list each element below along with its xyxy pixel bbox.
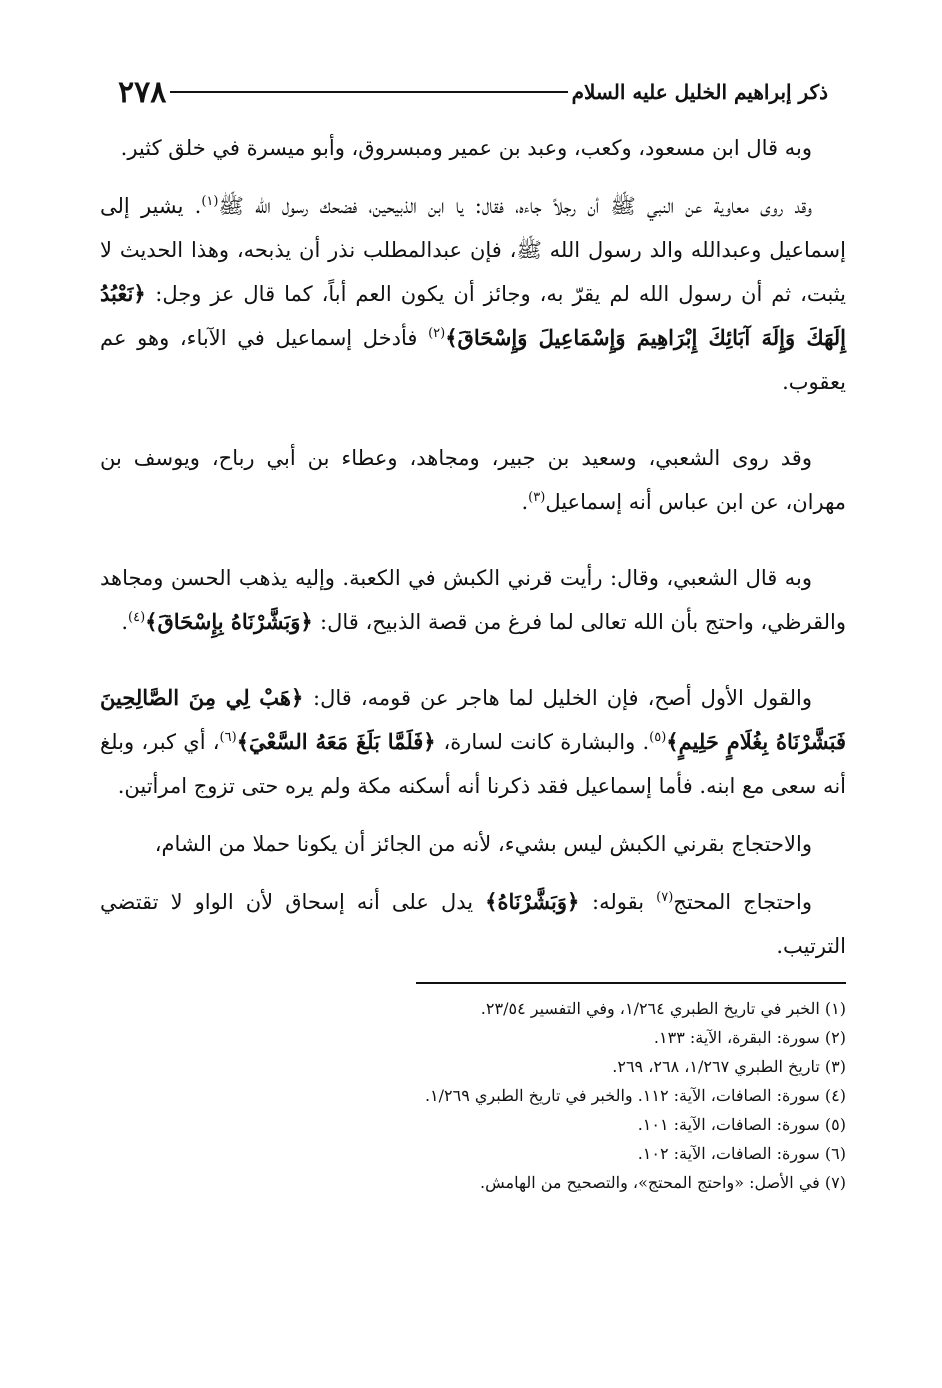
footnote: (٣) تاريخ الطبري ١/٢٦٧، ٢٦٨، ٢٦٩. bbox=[612, 1057, 846, 1076]
quran-verse: ﴿هَبْ لِي مِنَ الصَّالِحِينَ فَبَشَّرْنَاهُ بِغُلَامٍ حَلِيمٍ﴾ bbox=[100, 685, 847, 754]
footnote-ref: (٦) bbox=[219, 730, 237, 745]
footnote-separator bbox=[416, 982, 846, 984]
quran-verse: ﴿وَبَشَّرْنَاهُ﴾ bbox=[485, 889, 593, 914]
footnote: (٥) سورة: الصافات، الآية: ١٠١. bbox=[637, 1115, 846, 1134]
header-rule bbox=[170, 91, 567, 93]
footnote: (٤) سورة: الصافات، الآية: ١١٢. والخبر في تاريخ الطبري ١/٢٦٩. bbox=[424, 1086, 846, 1105]
paragraph: وبه قال الشعبي، وقال: رأيت قرني الكبش في الكعبة. وإليه يذهب الحسن ومجاهد والقرظي، واحتج بأن الله تعالى لما فرغ من قصة الذبيح، قال: ﴿وَبَشَّرْنَاهُ بِإِسْحَاقَ﴾$^{(٤)}$. bbox=[100, 566, 846, 634]
footnotes bbox=[100, 994, 846, 1197]
page-header bbox=[100, 70, 846, 114]
paragraph: والقول الأول أصح، فإن الخليل لما هاجر عن قومه، قال: ﴿هَبْ لِي مِنَ الصَّالِحِينَ فَبَشَّرْنَاهُ بِغُلَامٍ حَلِيمٍ﴾$^{(٥)}$. والبشارة كانت لسارة، ﴿فَلَمَّا بَلَغَ مَعَهُ السَّعْيَ﴾$^{(٦)}$، أي كبر، وبلغ أنه سعى مع ابنه. فأما إسماعيل فقد ذكرنا أنه أسكنه مكة ولم يره حتى تزوج امرأتين. bbox=[100, 685, 847, 798]
footnote: (١) الخبر في تاريخ الطبري ١/٢٦٤، وفي التفسير ٢٣/٥٤. bbox=[480, 999, 846, 1018]
quran-verse: ﴿فَلَمَّا بَلَغَ مَعَهُ السَّعْيَ﴾ bbox=[236, 729, 444, 754]
quran-verse: ﴿وَبَشَّرْنَاهُ بِإِسْحَاقَ﴾ bbox=[145, 609, 321, 634]
page-number: ٢٧٨ bbox=[118, 74, 167, 110]
quran-verse: ﴿نَعْبُدُ إِلَهَكَ وَإِلَهَ آبَائِكَ إِبْرَاهِيمَ وَإِسْمَاعِيلَ وَإِسْحَاقَ﴾ bbox=[100, 281, 846, 350]
footnote: (٧) في الأصل: «واحتج المحتج»، والتصحيح من الهامش. bbox=[480, 1173, 846, 1192]
footnote-ref: (٥) bbox=[649, 730, 667, 745]
paragraph: واحتجاج المحتج$^{(٧)}$ بقوله: ﴿وَبَشَّرْنَاهُ﴾ يدل على أنه إسحاق لأن الواو لا تقتضي الترتيب. bbox=[100, 889, 846, 958]
paragraph: وقد روى الشعبي، وسعيد بن جبير، ومجاهد، وعطاء بن أبي رباح، ويوسف بن مهران، عن ابن عباس أنه إسماعيل$^{(٣)}$. bbox=[100, 446, 846, 514]
footnote: (٦) سورة: الصافات، الآية: ١٠٢. bbox=[637, 1144, 846, 1163]
footnote-ref: (٢) bbox=[428, 326, 446, 341]
paragraph: والاحتجاج بقرني الكبش ليس بشيء، لأنه من الجائز أن يكونا حملا من الشام، bbox=[154, 832, 812, 856]
paragraph: وبه قال ابن مسعود، وكعب، وعبد بن عمير ومبسروق، وأبو ميسرة في خلق كثير. bbox=[120, 136, 812, 160]
footnote-ref: (١) bbox=[201, 194, 219, 209]
body-text bbox=[100, 126, 846, 968]
running-title: ذكر إبراهيم الخليل عليه السلام bbox=[571, 80, 828, 104]
footnote-ref: (٣) bbox=[528, 490, 546, 505]
paragraph: وقد روى معاوية عن النبي ﷺ أن رجلاً جاءه، فقال: يا ابن الذبيحين، فضحك رسول الله ﷺ$^{(١)}$. يشير إلى إسماعيل وعبدالله والد رسول الله ﷺ، فإن عبدالمطلب نذر أن يذبحه، وهذا الحديث لا يثبت، ثم أن رسول الله لم يقرّ به، وجائز أن يكون العم أباً، كما قال عز وجل: ﴿نَعْبُدُ إِلَهَكَ وَإِلَهَ آبَائِكَ إِبْرَاهِيمَ وَإِسْمَاعِيلَ وَإِسْحَاقَ﴾$^{(٢)}$ فأدخل إسماعيل في الآباء، وهو عم يعقوب. bbox=[100, 194, 846, 394]
footnote-ref: (٧) bbox=[656, 890, 674, 905]
footnote-ref: (٤) bbox=[128, 610, 146, 625]
footnote: (٢) سورة: البقرة، الآية: ١٣٣. bbox=[653, 1028, 846, 1047]
